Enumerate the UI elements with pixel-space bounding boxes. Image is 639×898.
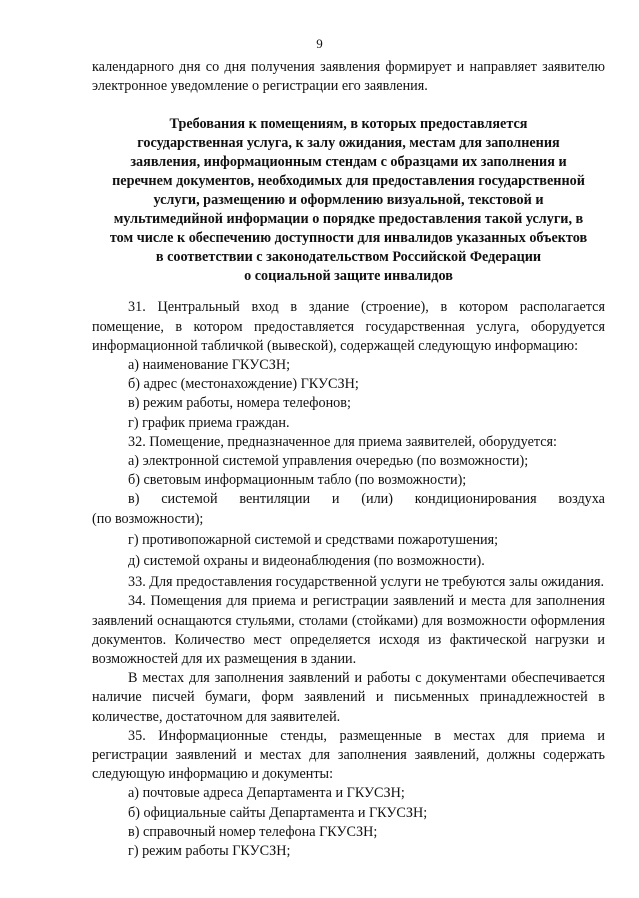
list-item: б) адрес (местонахождение) ГКУСЗН; — [128, 376, 359, 393]
word: кондиционирования — [414, 491, 537, 508]
paragraph-34b: В местах для заполнения заявлений и работы с документами обеспечивается наличие писчей бумаги, форм заявлений и письменных принадлежностей в количестве, достаточном для заявителей. — [92, 670, 605, 725]
title-line: о социальной защите инвалидов — [244, 268, 453, 285]
word: воздуха — [558, 491, 605, 508]
paragraph-31: 31. Центральный вход в здание (строение), в котором располагается помещение, в котором предоставляется государственная услуга, оборудуется информационной табличкой (вывеской), содержащей следующую информацию: — [92, 299, 605, 354]
paragraph-35: 35. Информационные стенды, размещенные в местах для приема и регистрации заявлений и местах для заполнения заявлений, должны содержать следующую информацию и документы: — [92, 727, 605, 783]
document-body — [92, 58, 605, 861]
page-number: 9 — [316, 36, 323, 51]
title-line: Требования к помещениям, в которых предоставляется — [169, 116, 528, 133]
list-item: в) режим работы, номера телефонов; — [128, 395, 351, 412]
word: вентиляции — [239, 491, 311, 508]
title-line: заявления, информационным стендам с образцами их заполнения и — [130, 154, 567, 171]
paragraph-34: 34. Помещения для приема и регистрации заявлений и места для заполнения заявлений оснащаются стульями, столами (стойками) для возможности оформления документов. Количество мест определяется исходя из фактической нагрузки и возможностей для их размещения в здании. — [92, 593, 605, 668]
list-item: б) световым информационным табло (по возможности); — [128, 472, 467, 489]
section-title — [92, 115, 605, 286]
title-line: перечнем документов, необходимых для предоставления государственной — [112, 173, 585, 190]
title-line: услуги, размещению и оформлению визуальной, текстовой и — [153, 192, 544, 209]
title-line: том числе к обеспечению доступности для инвалидов указанных объектов — [109, 230, 588, 247]
list-item: в) справочный номер телефона ГКУСЗН; — [128, 823, 378, 840]
list-item: г) режим работы ГКУСЗН; — [128, 843, 291, 860]
list-item: а) наименование ГКУСЗН; — [128, 357, 291, 374]
title-line: в соответствии с законодательством Российской Федерации — [155, 249, 542, 266]
title-line: государственная услуга, к залу ожидания, местам для заполнения — [137, 135, 560, 152]
list-item-continuation: (по возможности); — [92, 510, 204, 527]
word: и — [331, 491, 340, 508]
intro-line-1: календарного дня со дня получения заявления формирует и направляет — [92, 59, 537, 75]
list-item: д) системой охраны и видеонаблюдения (по возможности). — [128, 553, 485, 570]
list-item: а) почтовые адреса Департамента и ГКУСЗН; — [128, 785, 405, 802]
list-item: г) противопожарной системой и средствами пожаротушения; — [128, 531, 499, 548]
paragraph-32: 32. Помещение, предназначенное для приема заявителей, оборудуется: — [128, 433, 558, 450]
list-item: г) график приема граждан. — [128, 414, 290, 431]
list-item: а) электронной системой управления очередью (по возможности); — [128, 453, 529, 470]
title-line: мультимедийной информации о порядке предоставления такой услуги, в — [113, 211, 584, 228]
word: (или) — [361, 491, 393, 508]
intro-line-2: заявителю электронное уведомление о регистрации его заявления. — [92, 59, 605, 95]
paragraph-33: 33. Для предоставления государственной услуги не требуются залы ожидания. — [128, 574, 605, 591]
word: системой — [161, 491, 218, 508]
word: в) — [128, 491, 140, 508]
list-item: б) официальные сайты Департамента и ГКУСЗН; — [128, 804, 428, 821]
list-item-spread — [128, 490, 605, 509]
intro-paragraph — [92, 58, 605, 96]
